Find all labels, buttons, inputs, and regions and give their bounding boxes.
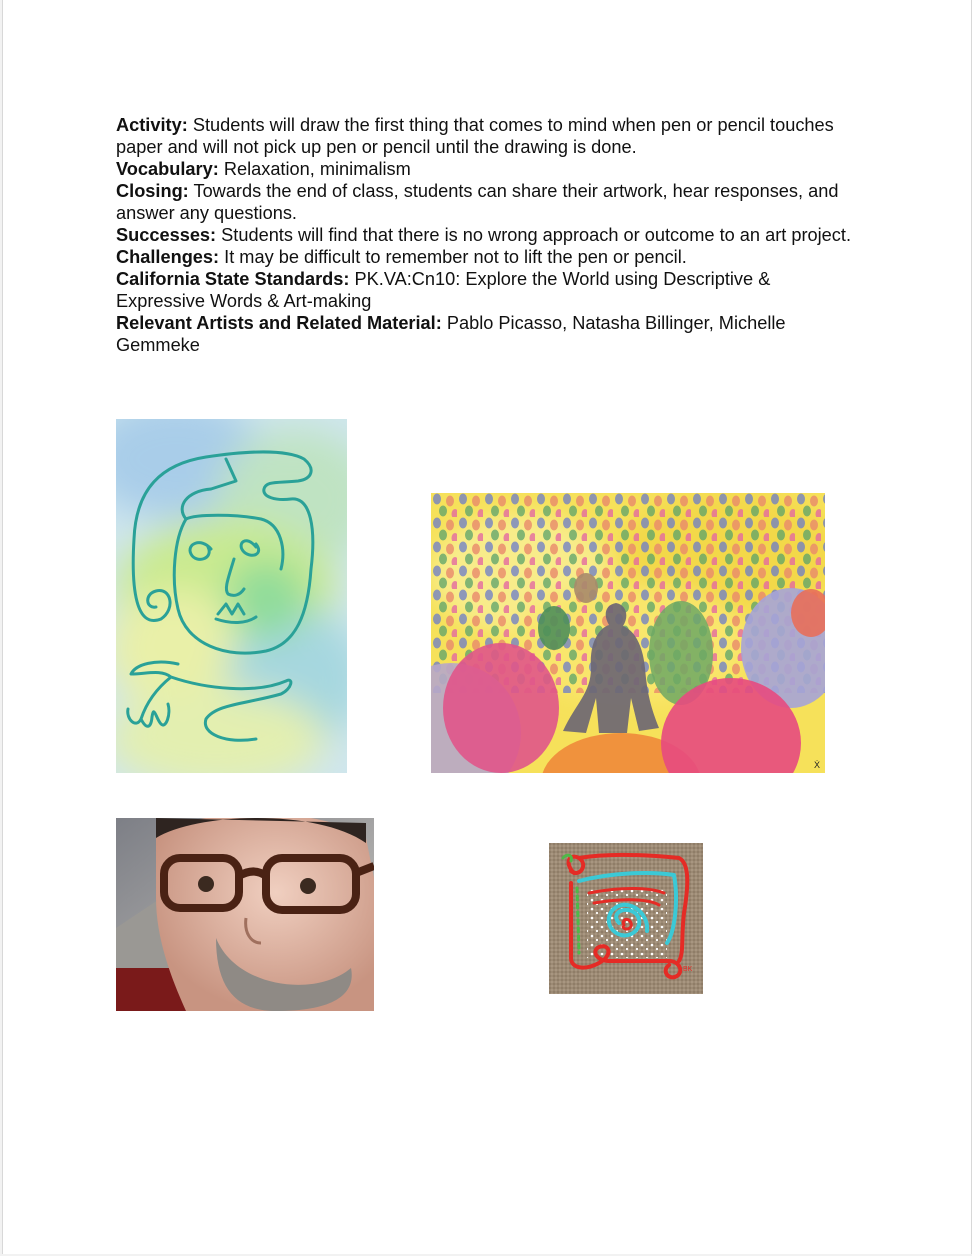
standards-paragraph bbox=[116, 268, 856, 312]
svg-text:BK: BK bbox=[683, 966, 693, 973]
vocabulary-paragraph bbox=[116, 158, 856, 180]
activity-text: Students will draw the first thing that comes to mind when pen or pencil touches paper and will not pick up pen or pencil until the drawing is done. bbox=[116, 115, 834, 157]
challenges-label: Challenges: bbox=[116, 247, 220, 267]
continuous-line-face-artwork bbox=[116, 419, 347, 773]
spiral-burlap-artwork bbox=[549, 843, 703, 994]
closing-paragraph bbox=[116, 180, 856, 224]
standards-text: PK.VA:Cn10: Explore the World using Descriptive & Expressive Words & Art-making bbox=[116, 269, 771, 311]
artist-selfie-photo bbox=[116, 818, 374, 1011]
vocabulary-label: Vocabulary: bbox=[116, 159, 219, 179]
challenges-paragraph bbox=[116, 246, 856, 268]
closing-label: Closing: bbox=[116, 181, 189, 201]
challenges-text: It may be difficult to remember not to lift the pen or pencil. bbox=[219, 247, 687, 267]
activity-label: Activity: bbox=[116, 115, 188, 135]
artists-text: Pablo Picasso, Natasha Billinger, Michelle Gemmeke bbox=[116, 313, 786, 355]
artists-paragraph bbox=[116, 312, 856, 356]
successes-paragraph bbox=[116, 224, 856, 246]
successes-label: Successes: bbox=[116, 225, 217, 245]
activity-paragraph bbox=[116, 114, 856, 158]
svg-text:Ẋ: Ẋ bbox=[814, 760, 821, 770]
vocabulary-text: Relaxation, minimalism bbox=[218, 159, 411, 179]
successes-text: Students will find that there is no wrong approach or outcome to an art project. bbox=[216, 225, 852, 245]
standards-label: California State Standards: bbox=[116, 269, 350, 289]
lesson-text bbox=[116, 114, 856, 356]
watercolor-silhouette-artwork bbox=[431, 493, 825, 773]
closing-text: Towards the end of class, students can share their artwork, hear responses, and answer any questions. bbox=[116, 181, 839, 223]
document-page bbox=[2, 0, 972, 1254]
artists-label: Relevant Artists and Related Material: bbox=[116, 313, 442, 333]
